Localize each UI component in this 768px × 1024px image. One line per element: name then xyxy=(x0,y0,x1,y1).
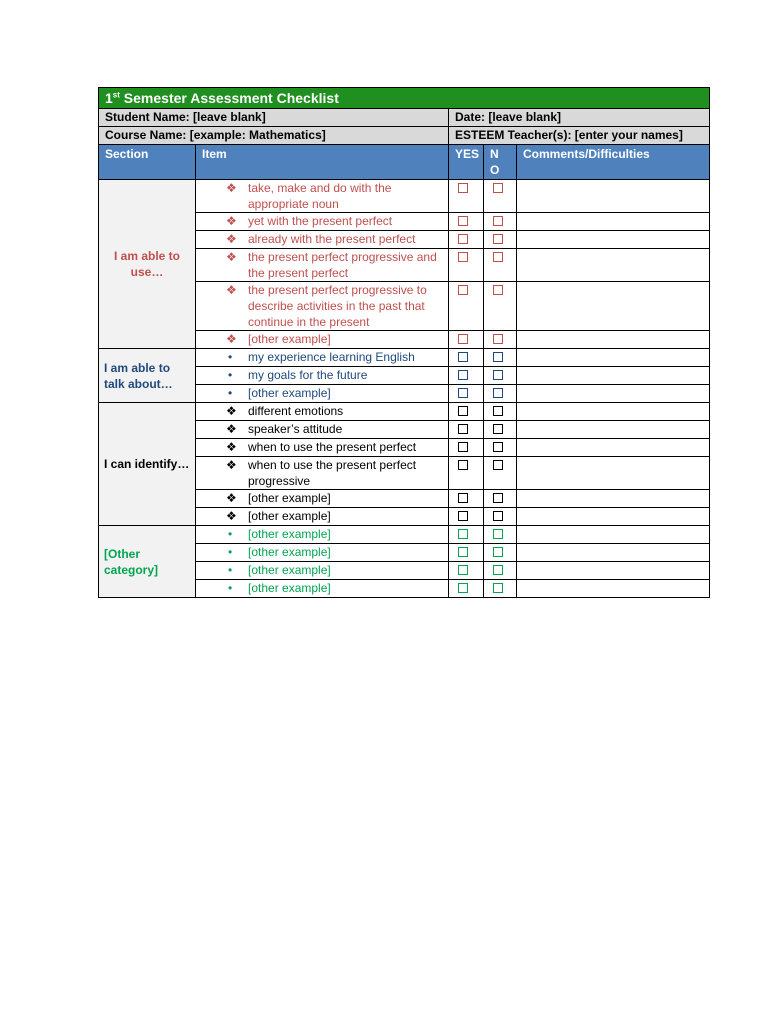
no-cell xyxy=(484,544,517,562)
yes-checkbox[interactable] xyxy=(458,442,468,452)
student-name-field: Student Name: [leave blank] xyxy=(99,109,449,127)
item-text: [other example] xyxy=(248,386,331,400)
comments-cell[interactable] xyxy=(517,508,710,526)
item-text: speaker’s attitude xyxy=(248,422,343,436)
item-text: [other example] xyxy=(248,581,331,595)
no-cell xyxy=(484,439,517,457)
no-cell xyxy=(484,385,517,403)
item-cell xyxy=(196,180,449,213)
yes-cell xyxy=(449,231,484,249)
item-cell xyxy=(196,367,449,385)
title-row xyxy=(99,88,710,109)
no-cell xyxy=(484,403,517,421)
item-text: [other example] xyxy=(248,527,331,541)
yes-cell xyxy=(449,385,484,403)
course-name-field: Course Name: [example: Mathematics] xyxy=(99,127,449,145)
comments-cell[interactable] xyxy=(517,490,710,508)
yes-cell xyxy=(449,213,484,231)
item-cell xyxy=(196,385,449,403)
yes-cell xyxy=(449,580,484,598)
item-cell xyxy=(196,349,449,367)
item-cell xyxy=(196,231,449,249)
no-checkbox[interactable] xyxy=(493,583,503,593)
yes-checkbox[interactable] xyxy=(458,565,468,575)
diamond-bullet-icon: ❖ xyxy=(226,283,237,297)
yes-checkbox[interactable] xyxy=(458,352,468,362)
yes-checkbox[interactable] xyxy=(458,370,468,380)
no-checkbox[interactable] xyxy=(493,424,503,434)
yes-checkbox[interactable] xyxy=(458,424,468,434)
no-cell xyxy=(484,331,517,349)
yes-checkbox[interactable] xyxy=(458,460,468,470)
bullet-icon: • xyxy=(228,350,233,364)
item-cell xyxy=(196,439,449,457)
bullet-icon: • xyxy=(228,386,233,400)
no-checkbox[interactable] xyxy=(493,285,503,295)
checklist-row xyxy=(99,349,710,367)
item-text: my goals for the future xyxy=(248,368,368,382)
item-text: [other example] xyxy=(248,509,331,523)
diamond-bullet-icon: ❖ xyxy=(226,404,237,418)
diamond-bullet-icon: ❖ xyxy=(226,250,237,264)
item-text: [other example] xyxy=(248,563,331,577)
no-checkbox[interactable] xyxy=(493,334,503,344)
item-cell xyxy=(196,580,449,598)
yes-cell xyxy=(449,367,484,385)
no-cell xyxy=(484,231,517,249)
comments-cell[interactable] xyxy=(517,349,710,367)
no-cell xyxy=(484,421,517,439)
no-cell xyxy=(484,249,517,282)
comments-cell[interactable] xyxy=(517,580,710,598)
comments-cell[interactable] xyxy=(517,367,710,385)
yes-cell xyxy=(449,439,484,457)
diamond-bullet-icon: ❖ xyxy=(226,491,237,505)
item-text: the present perfect progressive and the present perfect xyxy=(248,250,437,280)
no-cell xyxy=(484,282,517,331)
item-text: my experience learning English xyxy=(248,350,415,364)
bullet-icon: • xyxy=(228,563,233,577)
yes-checkbox[interactable] xyxy=(458,388,468,398)
comments-cell[interactable] xyxy=(517,544,710,562)
item-cell xyxy=(196,562,449,580)
item-text: when to use the present perfect xyxy=(248,440,417,454)
no-checkbox[interactable] xyxy=(493,493,503,503)
yes-cell xyxy=(449,249,484,282)
item-cell xyxy=(196,457,449,490)
no-checkbox[interactable] xyxy=(493,565,503,575)
comments-cell[interactable] xyxy=(517,403,710,421)
yes-checkbox[interactable] xyxy=(458,547,468,557)
checklist-table xyxy=(98,87,710,598)
yes-checkbox[interactable] xyxy=(458,406,468,416)
yes-checkbox[interactable] xyxy=(458,529,468,539)
bullet-icon: • xyxy=(228,527,233,541)
item-text: when to use the present perfect progressive xyxy=(248,458,417,488)
diamond-bullet-icon: ❖ xyxy=(226,214,237,228)
yes-checkbox[interactable] xyxy=(458,583,468,593)
comments-header: Comments/Difficulties xyxy=(517,145,710,180)
item-text: already with the present perfect xyxy=(248,232,416,246)
item-header: Item xyxy=(196,145,449,180)
yes-cell xyxy=(449,544,484,562)
section-label: I am able to use… xyxy=(99,180,196,349)
yes-checkbox[interactable] xyxy=(458,183,468,193)
no-cell xyxy=(484,562,517,580)
bullet-icon: • xyxy=(228,368,233,382)
no-cell xyxy=(484,349,517,367)
comments-cell[interactable] xyxy=(517,282,710,331)
section-label: [Other category] xyxy=(99,526,196,598)
yes-header: YES xyxy=(449,145,484,180)
item-text: yet with the present perfect xyxy=(248,214,393,228)
yes-checkbox[interactable] xyxy=(458,252,468,262)
diamond-bullet-icon: ❖ xyxy=(226,458,237,472)
teacher-field: ESTEEM Teacher(s): [enter your names] xyxy=(449,127,710,145)
diamond-bullet-icon: ❖ xyxy=(226,440,237,454)
comments-cell[interactable] xyxy=(517,213,710,231)
item-text: different emotions xyxy=(248,404,344,418)
yes-cell xyxy=(449,282,484,331)
comments-cell[interactable] xyxy=(517,439,710,457)
comments-cell[interactable] xyxy=(517,385,710,403)
comments-cell[interactable] xyxy=(517,562,710,580)
page-title: 1st Semester Assessment Checklist xyxy=(99,88,710,109)
section-label: I am able to talk about… xyxy=(99,349,196,403)
assessment-checklist xyxy=(98,87,709,598)
comments-cell[interactable] xyxy=(517,249,710,282)
yes-cell xyxy=(449,349,484,367)
item-text: [other example] xyxy=(248,491,331,505)
no-cell xyxy=(484,367,517,385)
yes-cell xyxy=(449,403,484,421)
info-row-1 xyxy=(99,109,710,127)
info-row-2 xyxy=(99,127,710,145)
no-cell xyxy=(484,213,517,231)
comments-cell[interactable] xyxy=(517,331,710,349)
checklist-row xyxy=(99,526,710,544)
item-cell xyxy=(196,213,449,231)
yes-checkbox[interactable] xyxy=(458,234,468,244)
no-cell xyxy=(484,580,517,598)
diamond-bullet-icon: ❖ xyxy=(226,181,237,195)
checklist-row xyxy=(99,403,710,421)
item-cell xyxy=(196,490,449,508)
no-header: N O xyxy=(484,145,517,180)
no-cell xyxy=(484,490,517,508)
item-text: the present perfect progressive to describe activities in the past that continue in the present xyxy=(248,283,427,329)
no-checkbox[interactable] xyxy=(493,511,503,521)
yes-cell xyxy=(449,508,484,526)
no-cell xyxy=(484,508,517,526)
comments-cell[interactable] xyxy=(517,421,710,439)
yes-cell xyxy=(449,421,484,439)
item-text: [other example] xyxy=(248,545,331,559)
no-checkbox[interactable] xyxy=(493,547,503,557)
no-checkbox[interactable] xyxy=(493,460,503,470)
no-cell xyxy=(484,180,517,213)
item-cell xyxy=(196,421,449,439)
yes-checkbox[interactable] xyxy=(458,216,468,226)
item-cell xyxy=(196,331,449,349)
no-checkbox[interactable] xyxy=(493,529,503,539)
no-checkbox[interactable] xyxy=(493,252,503,262)
item-cell xyxy=(196,282,449,331)
item-cell xyxy=(196,508,449,526)
no-checkbox[interactable] xyxy=(493,183,503,193)
item-text: take, make and do with the appropriate noun xyxy=(248,181,392,211)
diamond-bullet-icon: ❖ xyxy=(226,509,237,523)
yes-cell xyxy=(449,562,484,580)
comments-cell[interactable] xyxy=(517,526,710,544)
diamond-bullet-icon: ❖ xyxy=(226,332,237,346)
item-cell xyxy=(196,526,449,544)
item-cell xyxy=(196,403,449,421)
yes-cell xyxy=(449,180,484,213)
item-text: [other example] xyxy=(248,332,331,346)
diamond-bullet-icon: ❖ xyxy=(226,232,237,246)
no-checkbox[interactable] xyxy=(493,370,503,380)
section-label: I can identify… xyxy=(99,403,196,526)
comments-cell[interactable] xyxy=(517,457,710,490)
no-checkbox[interactable] xyxy=(493,234,503,244)
yes-cell xyxy=(449,490,484,508)
comments-cell[interactable] xyxy=(517,231,710,249)
item-cell xyxy=(196,249,449,282)
yes-checkbox[interactable] xyxy=(458,511,468,521)
yes-checkbox[interactable] xyxy=(458,334,468,344)
yes-cell xyxy=(449,331,484,349)
no-checkbox[interactable] xyxy=(493,406,503,416)
no-checkbox[interactable] xyxy=(493,216,503,226)
yes-cell xyxy=(449,457,484,490)
yes-cell xyxy=(449,526,484,544)
diamond-bullet-icon: ❖ xyxy=(226,422,237,436)
section-header: Section xyxy=(99,145,196,180)
yes-checkbox[interactable] xyxy=(458,285,468,295)
bullet-icon: • xyxy=(228,545,233,559)
item-cell xyxy=(196,544,449,562)
bullet-icon: • xyxy=(228,581,233,595)
checklist-row xyxy=(99,180,710,213)
no-checkbox[interactable] xyxy=(493,388,503,398)
no-checkbox[interactable] xyxy=(493,352,503,362)
yes-checkbox[interactable] xyxy=(458,493,468,503)
date-field: Date: [leave blank] xyxy=(449,109,710,127)
no-cell xyxy=(484,526,517,544)
comments-cell[interactable] xyxy=(517,180,710,213)
no-checkbox[interactable] xyxy=(493,442,503,452)
no-cell xyxy=(484,457,517,490)
header-row xyxy=(99,145,710,180)
